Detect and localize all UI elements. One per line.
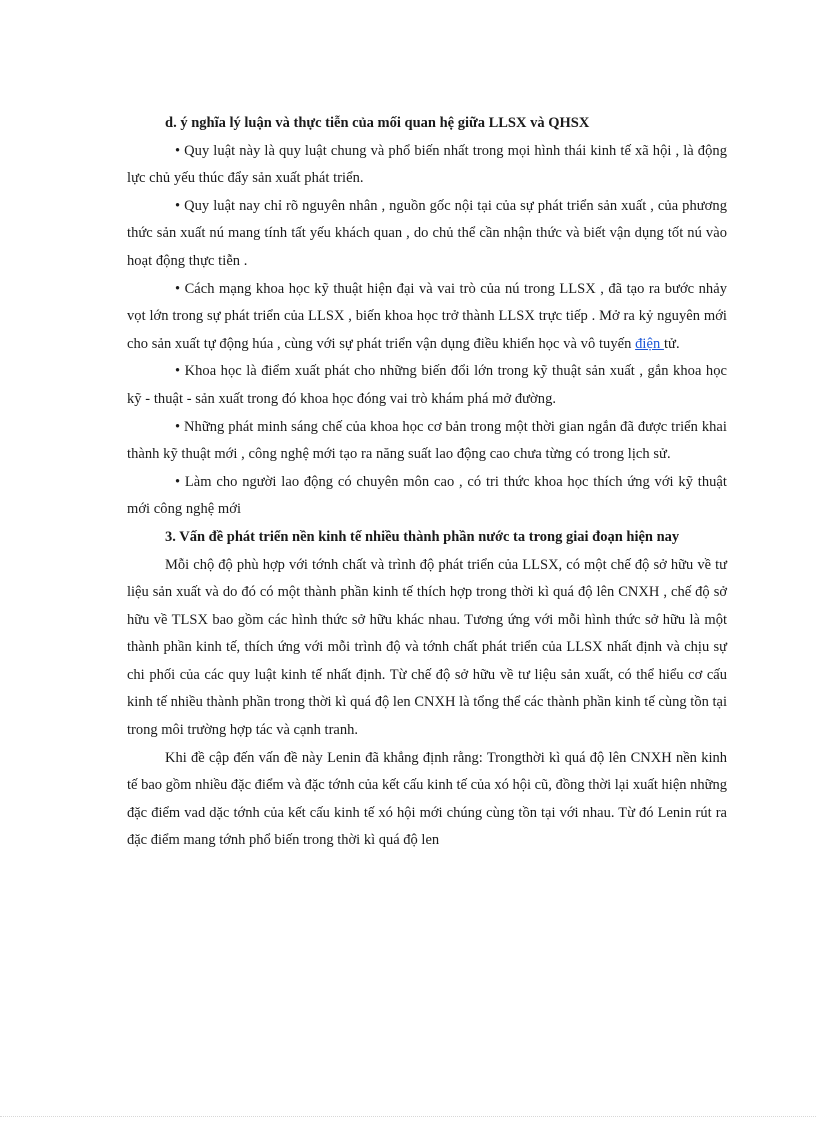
page-bottom-divider	[0, 1116, 816, 1117]
page-content	[127, 110, 727, 855]
dien-link[interactable]: điện	[635, 335, 664, 352]
bullet-item	[127, 276, 727, 359]
bullet-item: • Những phát minh sáng chế của khoa học cơ bản trong một thời gian ngắn đã được triển khai thành kỹ thuật mới , công nghệ mới tạo ra năng suất lao động cao chưa từng có trong lịch sử.	[127, 418, 727, 463]
section-heading-d: d. ý nghĩa lý luận và thực tiễn của mối quan hệ giữa LLSX và QHSX	[165, 115, 590, 131]
body-paragraph: Khi đề cập đến vấn đề này Lenin đã khẳng định rằng: Trongthời kì quá độ lên CNXH nền kinh tế bao gồm nhiều đặc điểm và đặc tớnh của kết cấu kinh tế của xó hội cũ, đồng thời lại xuất hiện những đặc điểm vad dặc tớnh của kết cấu kinh tế xó hội mới chúng cùng tồn tại với nhau. Từ đó Lenin rút ra đặc điểm mang tớnh phổ biến trong thời kì quá độ len	[127, 749, 727, 849]
bullet-text: tử.	[663, 335, 680, 352]
bullet-item: • Làm cho người lao động có chuyên môn cao , có tri thức khoa học thích ứng với kỹ thuật mới công nghệ mới	[127, 473, 727, 518]
bullet-item: • Quy luật này là quy luật chung và phổ biến nhất trong mọi hình thái kinh tế xã hội , là động lực chủ yếu thúc đẩy sản xuất phát triển.	[127, 142, 727, 187]
section-heading-3: 3. Vấn đề phát triển nền kinh tế nhiều thành phần nước ta trong giai đoạn hiện nay	[165, 528, 680, 545]
bullet-item: • Khoa học là điểm xuất phát cho những biến đổi lớn trong kỹ thuật sản xuất , gắn khoa học kỹ - thuật - sản xuất trong đó khoa học đóng vai trò khám phá mở đường.	[127, 363, 727, 407]
body-paragraph: Mỗi chộ độ phù hợp với tớnh chất và trình độ phát triển của LLSX, có một chế độ sở hữu về tư liệu sản xuất và do đó có một thành phần kinh tế thích hợp trong thời kì quá độ lên CNXH , chế độ sở hữu về TLSX bao gồm các hình thức sở hữu khác nhau. Tương ứng với mỗi hình thức sở hữu là một thành phần kinh tế, thích ứng với mỗi trình độ và tớnh chất phát triển của LLSX nhất định và chịu sự chi phối của các quy luật kinh tế nhất định. Từ chế độ sở hữu về tư liệu sản xuất, có thể hiểu cơ cấu kinh tế nhiều thành phần trong thời kì quá độ len CNXH là tổng thể các thành phần kinh tế cùng tồn tại trong môi trường hợp tác và cạnh tranh.	[127, 556, 727, 739]
bullet-item: • Quy luật nay chỉ rõ nguyên nhân , nguồn gốc nội tại của sự phát triển sản xuất , của phương thức sản xuất nú mang tính tất yếu khách quan , do chủ thể cần nhận thức và biết vận dụng tốt nú vào hoạt động thực tiễn .	[127, 197, 727, 269]
bullet-text: • Cách mạng khoa học kỹ thuật hiện đại và vai trò của nú trong LLSX , đã tạo ra bước nhảy vọt lớn trong sự phát triển của LLSX , biến khoa học trở thành LLSX trực tiếp . Mở ra kỷ nguyên mới cho sản xuất tự động húa , cùng với sự phát triển vận dụng điều khiển học và vô tuyến	[127, 280, 727, 352]
